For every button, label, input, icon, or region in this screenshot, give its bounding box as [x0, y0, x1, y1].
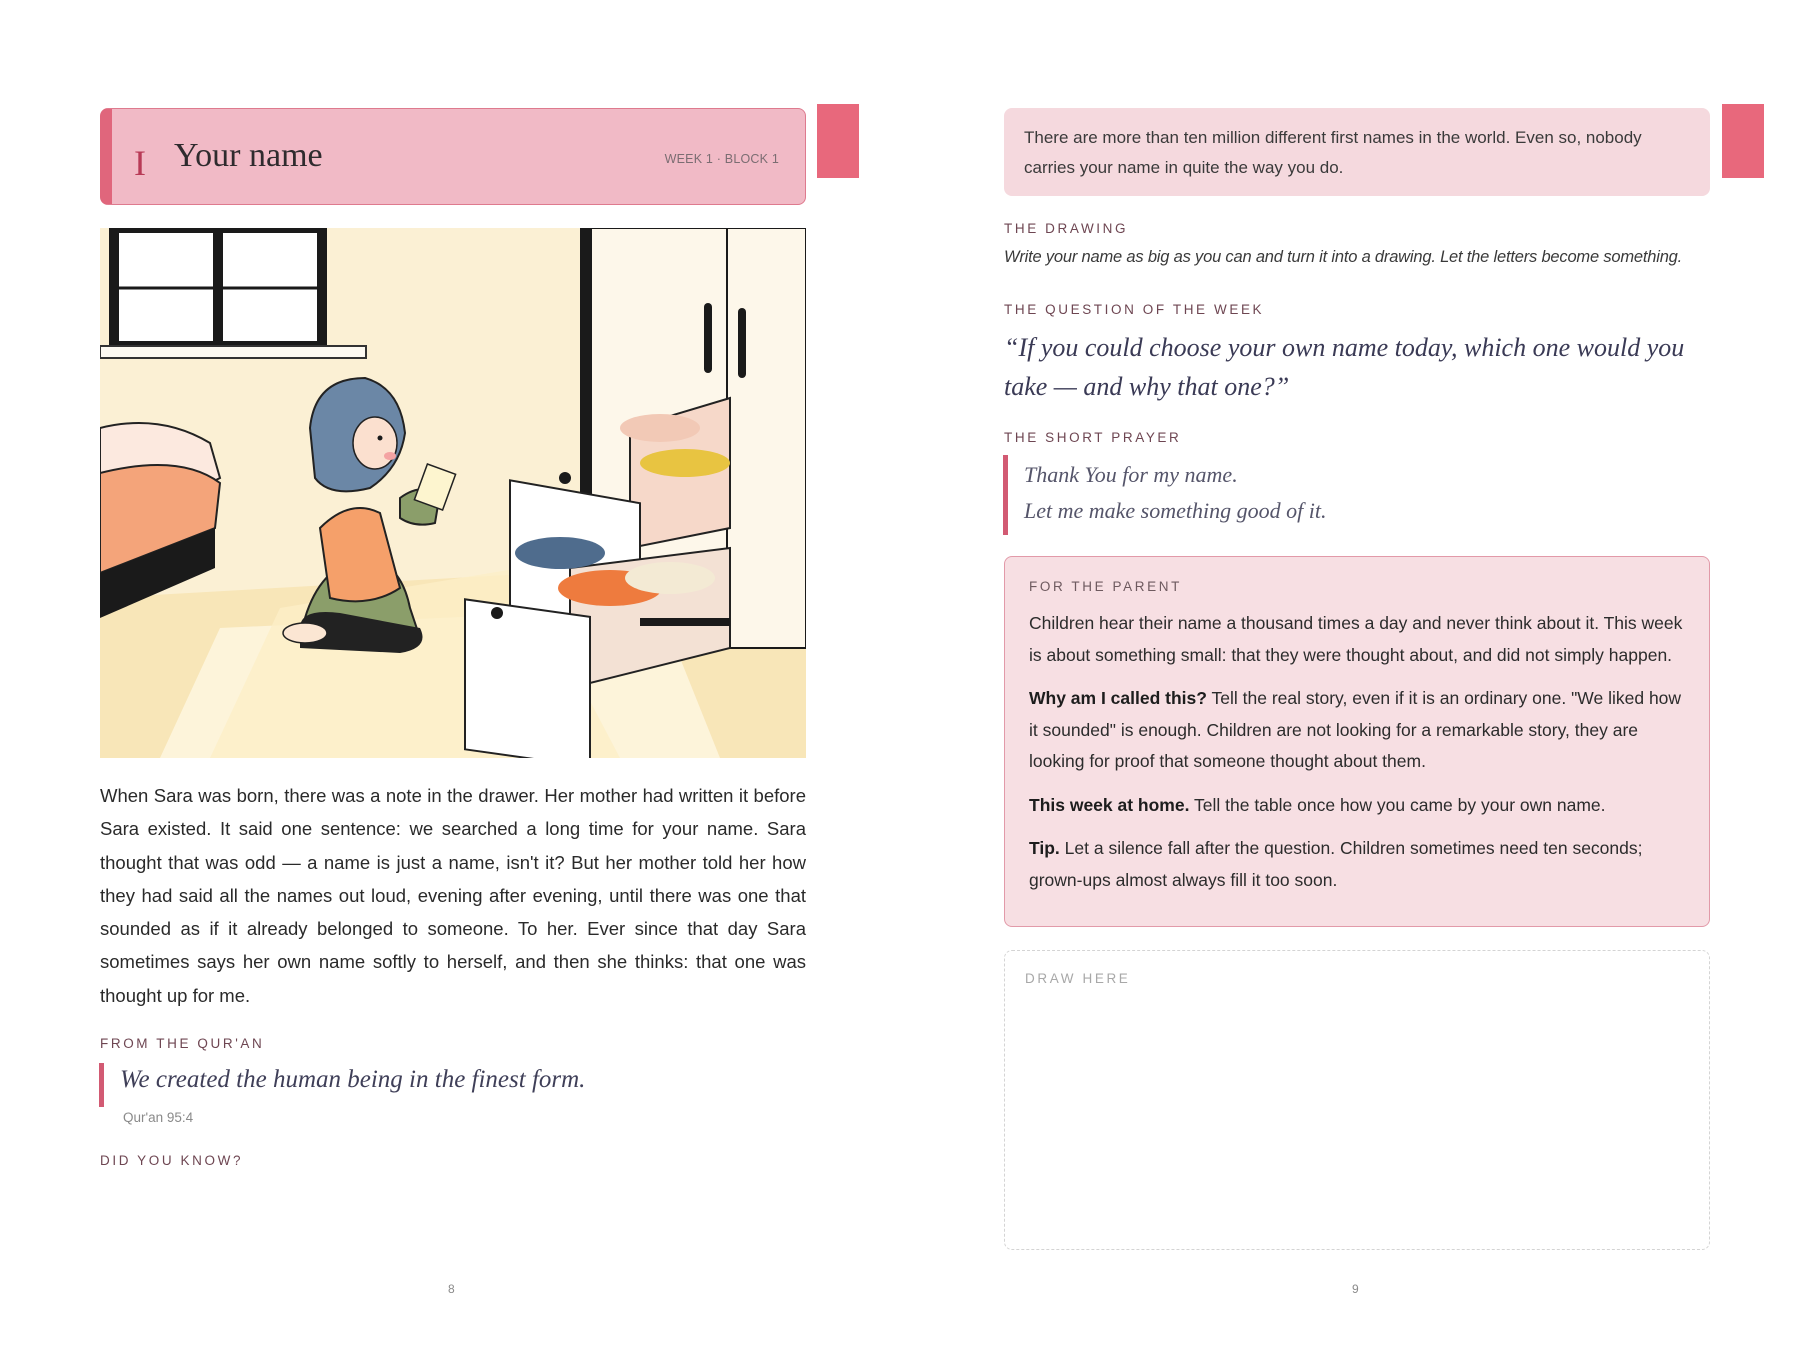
story-paragraph: When Sara was born, there was a note in the drawer. Her mother had written it before Sara existed. It said one sentence: we searched a long time for your name. Sara thought that was odd — a name is just a name, isn't it? But her mother told her how they had said all the names out loud, evening after evening, until there was one that sounded as if it already belonged to someone. To her. Ever since that day Sara sometimes says her own name softly to herself, and then she thinks: that one was thought up for me. [100, 785, 806, 1006]
chapter-header [100, 108, 806, 205]
did-you-know-label: DID YOU KNOW? [100, 1153, 244, 1168]
draw-here-area[interactable] [1004, 950, 1710, 1250]
quran-verse: We created the human being in the finest form. [120, 1066, 586, 1093]
chapter-title: Your name [174, 137, 323, 174]
draw-here-label: DRAW HERE [1025, 971, 1131, 986]
chapter-edge-tab [817, 104, 859, 178]
drawing-label: THE DRAWING [1004, 221, 1129, 236]
prayer-line-1: Thank You for my name. [1024, 462, 1238, 487]
story-illustration [100, 228, 806, 758]
parent-why-heading: Why am I called this? [1029, 688, 1207, 708]
parent-tip-text: Let a silence fall after the question. Children sometimes need ten seconds; grown-ups almost always fill it too soon. [1029, 838, 1643, 890]
question-label: THE QUESTION OF THE WEEK [1004, 302, 1265, 317]
parent-why-called [1029, 683, 1685, 778]
chapter-number: I [134, 143, 146, 183]
parent-intro: Children hear their name a thousand times a day and never think about it. This week is about something small: that they were thought about, and did not simply happen. [1029, 613, 1683, 665]
parent-this-week [1029, 790, 1685, 822]
parent-label: FOR THE PARENT [1029, 579, 1182, 594]
prayer-label: THE SHORT PRAYER [1004, 430, 1182, 445]
parent-tip-heading: Tip. [1029, 838, 1060, 858]
parent-tip [1029, 833, 1685, 896]
prayer-line-2: Let me make something good of it. [1024, 498, 1327, 523]
parent-home-text: Tell the table once how you came by your own name. [1189, 794, 1606, 815]
chapter-week-block: WEEK 1 · BLOCK 1 [664, 152, 779, 166]
parent-home-heading: This week at home. [1029, 794, 1190, 815]
fact-box: There are more than ten million different first names in the world. Even so, nobody carries your name in quite the way you do. [1004, 108, 1710, 196]
quran-label: FROM THE QUR'AN [100, 1036, 265, 1051]
prayer-quote-bar [1003, 455, 1008, 535]
quran-reference: Qur'an 95:4 [123, 1110, 194, 1125]
page-number-left: 8 [448, 1282, 455, 1296]
girl-reading-note-icon [100, 228, 806, 758]
drawing-instruction: Write your name as big as you can and turn it into a drawing. Let the letters become something. [1004, 248, 1683, 266]
parent-why-text: Tell the real story, even if it is an ordinary one. "We liked how it sounded" is enough. Children are not looking for a remarkable story, they are looking for proof that someone thought about them. [1029, 688, 1682, 771]
page-number-right: 9 [1352, 1282, 1359, 1296]
question-of-the-week: “If you could choose your own name today, which one would you take — and why that one?” [1004, 333, 1685, 401]
parent-box [1004, 556, 1710, 927]
chapter-edge-tab-right [1722, 104, 1764, 178]
quran-quote-bar [99, 1063, 104, 1107]
